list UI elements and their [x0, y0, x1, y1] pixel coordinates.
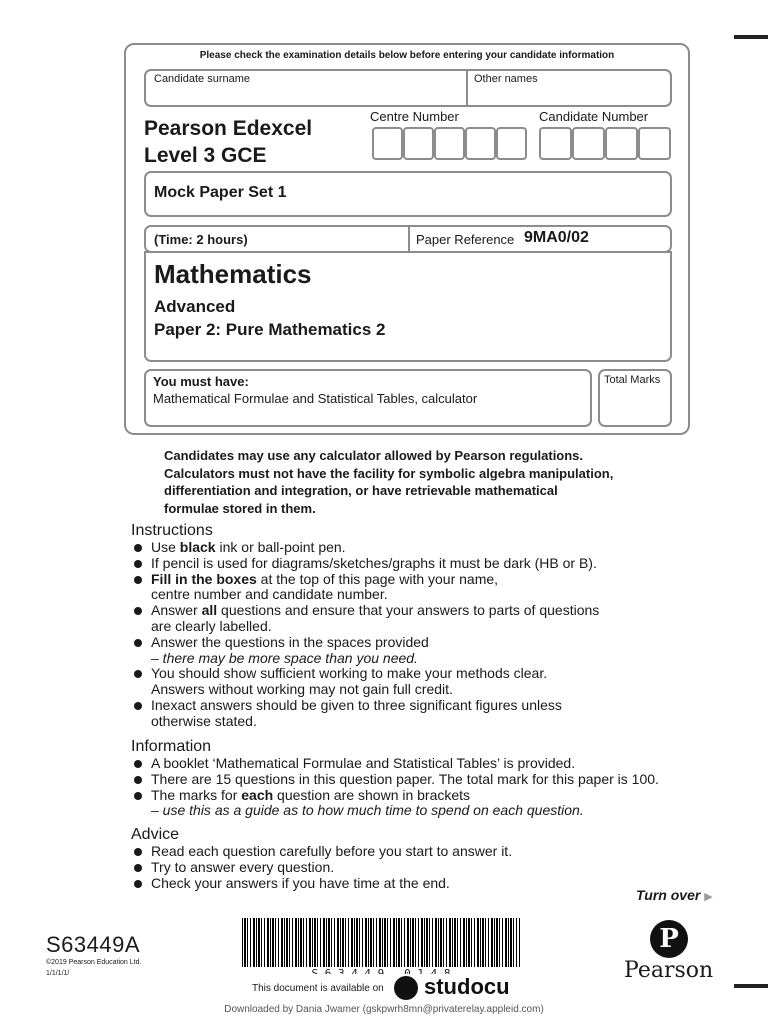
- candidate-digit-box[interactable]: [572, 127, 605, 160]
- candidate-digit-box[interactable]: [605, 127, 638, 160]
- centre-digit-box[interactable]: [496, 127, 527, 160]
- qualification-level: Level 3 GCE: [144, 144, 267, 167]
- centre-digit-box[interactable]: [465, 127, 496, 160]
- list-item: Fill in the boxes at the top of this page with your name, centre number and candidate number.: [131, 572, 711, 604]
- arrow-right-icon: ▶: [704, 891, 713, 903]
- total-marks-box[interactable]: [598, 369, 672, 427]
- studocu-logo-icon: [394, 976, 418, 1000]
- centre-digit-box[interactable]: [403, 127, 434, 160]
- list-item: Try to answer every question.: [131, 860, 711, 876]
- check-notice: Please check the examination details below before entering your candidate information: [199, 50, 615, 61]
- list-item: The marks for each question are shown in brackets – use this as a guide as to how much time to spend on each question.: [131, 788, 711, 820]
- paper-reference: 9MA0/02: [524, 229, 589, 246]
- other-names-field[interactable]: [468, 71, 670, 105]
- subject-box: [144, 251, 672, 362]
- exam-time: (Time: 2 hours): [154, 232, 248, 247]
- centre-digit-box[interactable]: [372, 127, 403, 160]
- subject-title: Mathematics: [154, 259, 312, 289]
- information-list: [131, 756, 711, 819]
- list-item: Read each question carefully before you start to answer it.: [131, 844, 711, 860]
- list-item: Use black ink or ball-point pen.: [131, 540, 711, 556]
- registration-mark-bottom: [734, 984, 768, 988]
- must-have-items: Mathematical Formulae and Statistical Tables, calculator: [153, 391, 478, 406]
- information-section: [131, 738, 711, 819]
- information-heading: Information: [131, 738, 212, 755]
- advice-heading: Advice: [131, 826, 180, 843]
- subject-level: Advanced: [154, 297, 236, 316]
- instructions-heading: Instructions: [131, 522, 213, 539]
- turn-over-label: Turn over: [636, 887, 701, 903]
- candidate-number-label: Candidate Number: [539, 109, 649, 124]
- barcode: [242, 918, 520, 968]
- candidate-digit-box[interactable]: [638, 127, 671, 160]
- candidate-number-boxes[interactable]: [539, 127, 671, 160]
- calculator-notice-line: Candidates may use any calculator allowed by Pearson regulations.: [164, 448, 584, 463]
- studocu-banner: [248, 974, 520, 1004]
- centre-number-label: Centre Number: [370, 109, 459, 124]
- advice-list: [131, 844, 711, 891]
- available-on-text: This document is available on: [252, 983, 384, 994]
- calculator-notice: [164, 447, 684, 517]
- must-have-label: You must have:: [153, 374, 249, 389]
- registration-mark-top: [734, 35, 768, 39]
- instructions-list: [131, 540, 711, 730]
- centre-digit-box[interactable]: [434, 127, 465, 160]
- list-item: Answer all questions and ensure that your answers to parts of questions are clearly labelled.: [131, 603, 711, 635]
- list-item: There are 15 questions in this question paper. The total mark for this paper is 100.: [131, 772, 711, 788]
- list-item: Check your answers if you have time at the end.: [131, 876, 711, 892]
- paper-title: Paper 2: Pure Mathematics 2: [154, 320, 386, 339]
- advice-section: [131, 826, 711, 891]
- time-divider: [408, 227, 410, 251]
- paper-code: S63449A: [46, 932, 141, 957]
- copyright: ©2019 Pearson Education Ltd.: [46, 959, 142, 966]
- calculator-notice-line: Calculators must not have the facility for symbolic algebra manipulation,: [164, 465, 614, 481]
- candidate-surname-label: Candidate surname: [154, 73, 251, 85]
- list-item: Inexact answers should be given to three significant figures unless otherwise stated.: [131, 698, 711, 730]
- downloaded-by: Downloaded by Dania Jwamer (gskpwrh8mn@privaterelay.appleid.com): [224, 1004, 544, 1015]
- paper-set: Mock Paper Set 1: [154, 184, 287, 201]
- total-marks-label: Total Marks: [604, 374, 661, 386]
- studocu-wordmark: studocu: [424, 974, 510, 999]
- must-have-box: [144, 369, 592, 427]
- pearson-wordmark: Pearson: [624, 958, 714, 983]
- list-item: A booklet ‘Mathematical Formulae and Statistical Tables’ is provided.: [131, 756, 711, 772]
- paper-set-box: [144, 171, 672, 217]
- print-code: 1/1/1/1/: [46, 970, 70, 977]
- candidate-name-box: [144, 69, 672, 107]
- pearson-logo-icon: P: [650, 920, 688, 958]
- candidate-surname-field[interactable]: [146, 71, 468, 105]
- calculator-notice-line: differentiation and integration, or have retrievable mathematical: [164, 483, 558, 498]
- other-names-label: Other names: [474, 73, 538, 85]
- paper-reference-label: Paper Reference: [416, 232, 515, 247]
- instructions-section: [131, 522, 711, 730]
- turn-over: [636, 887, 713, 903]
- list-item: If pencil is used for diagrams/sketches/graphs it must be dark (HB or B).: [131, 556, 711, 572]
- centre-number-boxes[interactable]: [372, 127, 527, 160]
- candidate-digit-box[interactable]: [539, 127, 572, 160]
- list-item: You should show sufficient working to make your methods clear. Answers without working may not gain full credit.: [131, 666, 711, 698]
- exam-board: [144, 115, 312, 169]
- time-reference-box: [144, 225, 672, 253]
- candidate-details-frame: [124, 43, 690, 435]
- board-name: Pearson Edexcel: [144, 117, 313, 140]
- list-item: Answer the questions in the spaces provided – there may be more space than you need.: [131, 635, 711, 667]
- calculator-notice-line: formulae stored in them.: [164, 500, 316, 516]
